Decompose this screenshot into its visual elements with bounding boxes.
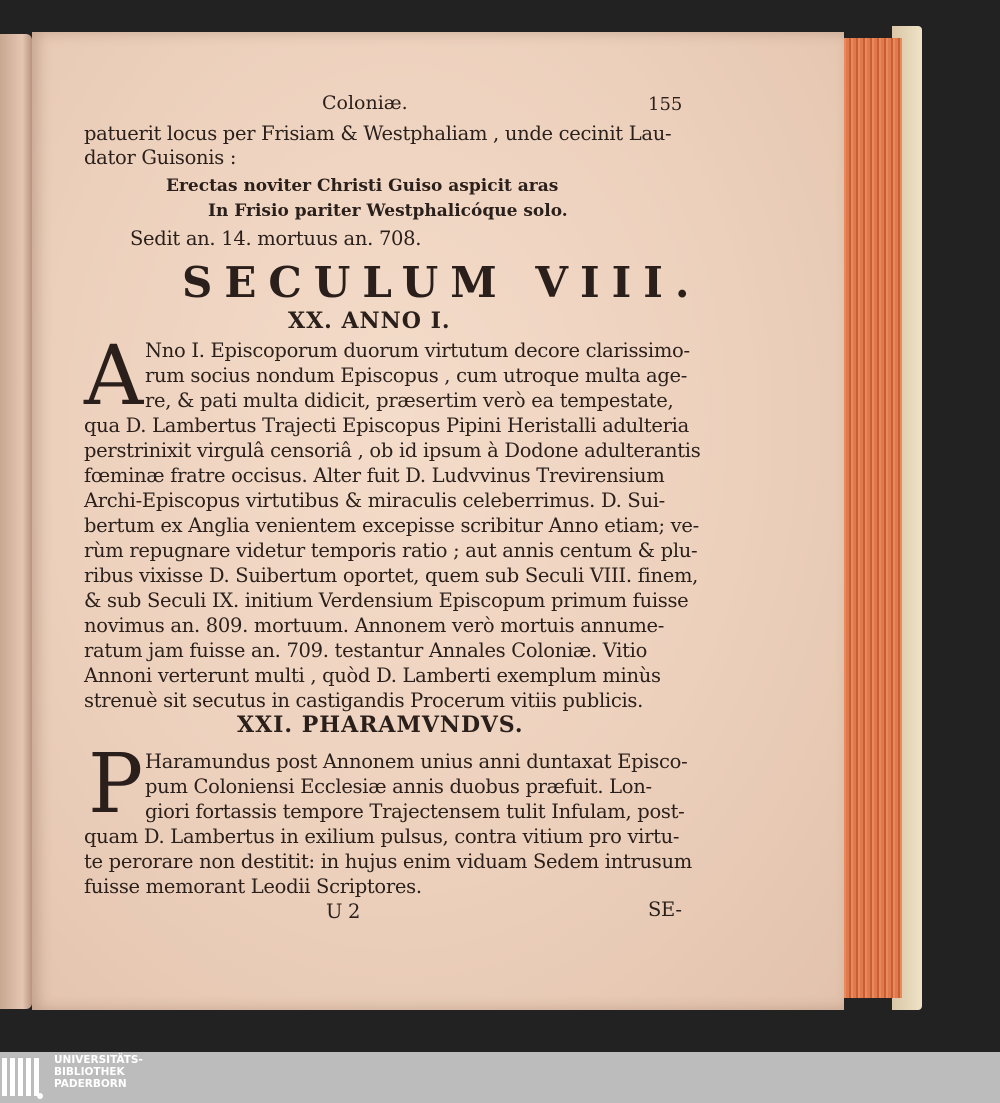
drop-cap-p: P [88,737,144,832]
body-line: re, & pati multa didicit, præsertim verò ea tempestate, [145,389,674,412]
body-line: ratum jam fuisse an. 709. testantur Annales Coloniæ. Vitio [84,639,648,662]
verse-line: Erectas noviter Christi Guiso aspicit aras [166,176,559,196]
body-line: Annoni verterunt multi , quòd D. Lamberti exemplum minùs [84,664,661,687]
drop-cap-a: A [84,329,144,424]
left-page-edge [0,34,32,1009]
body-line: & sub Seculi IX. initium Verdensium Episcopum primum fuisse [84,589,689,612]
logo-line: PADERBORN [54,1078,127,1090]
signature-mark: U 2 [326,900,361,923]
subheading-pharamundus: XXI. PHARAMVNDVS. [237,712,524,738]
body-line: rùm repugnare videtur temporis ratio ; aut annis centum & plu- [84,539,698,562]
body-line: bertum ex Anglia venientem excepisse scribitur Anno etiam; ve- [84,514,699,537]
body-line: pum Coloniensi Ecclesiæ annis duobus præfuit. Lon- [145,775,652,798]
body-line: dator Guisonis : [84,146,237,169]
page-number: 155 [648,94,683,115]
body-line: te perorare non destitit: in hujus enim viduam Sedem intrusum [84,850,692,873]
body-line: Haramundus post Annonem unius anni duntaxat Episco- [145,750,688,773]
running-head: Coloniæ. [322,92,408,114]
sedit-line: Sedit an. 14. mortuus an. 708. [130,227,422,250]
body-line: giori fortassis tempore Trajectensem tulit Infulam, post- [145,800,685,823]
body-line: perstrinixit virgulâ censoriâ , ob id ipsum à Dodone adulterantis [84,439,701,462]
body-line: strenuè sit secutus in castigandis Procerum vitiis publicis. [84,689,644,712]
body-line: ribus vixisse D. Suibertum oportet, quem sub Seculi VIII. finem, [84,564,699,587]
body-line: fœminæ fratre occisus. Alter fuit D. Ludvvinus Trevirensium [84,464,665,487]
body-line: novimus an. 809. mortuum. Annonem verò mortuis annume- [84,614,665,637]
body-line: qua D. Lambertus Trajecti Episcopus Pipini Heristalli adulteria [84,414,689,437]
body-line: Archi-Episcopus virtutibus & miraculis celeberrimus. D. Sui- [84,489,665,512]
catchword: SE- [648,898,682,921]
body-line: quam D. Lambertus in exilium pulsus, contra vitium pro virtu- [84,825,680,848]
logo-line: BIBLIOTHEK [54,1066,125,1078]
library-logo-text [54,1054,143,1090]
footer-bar [0,1052,1000,1103]
body-line: fuisse memorant Leodii Scriptores. [84,875,422,898]
verse-line: In Frisio pariter Westphalicóque solo. [208,201,568,221]
logo-line: UNIVERSITÄTS- [54,1054,143,1066]
library-logo-icon [0,1054,46,1101]
body-line: rum socius nondum Episcopus , cum utroque multa age- [145,364,688,387]
subheading-anno: XX. ANNO I. [288,308,451,334]
body-line: patuerit locus per Frisiam & Westphaliam , unde cecinit Lau- [84,122,672,145]
section-heading: SECULUM VIII. [182,258,702,307]
body-line: Nno I. Episcoporum duorum virtutum decore clarissimo- [145,339,690,362]
